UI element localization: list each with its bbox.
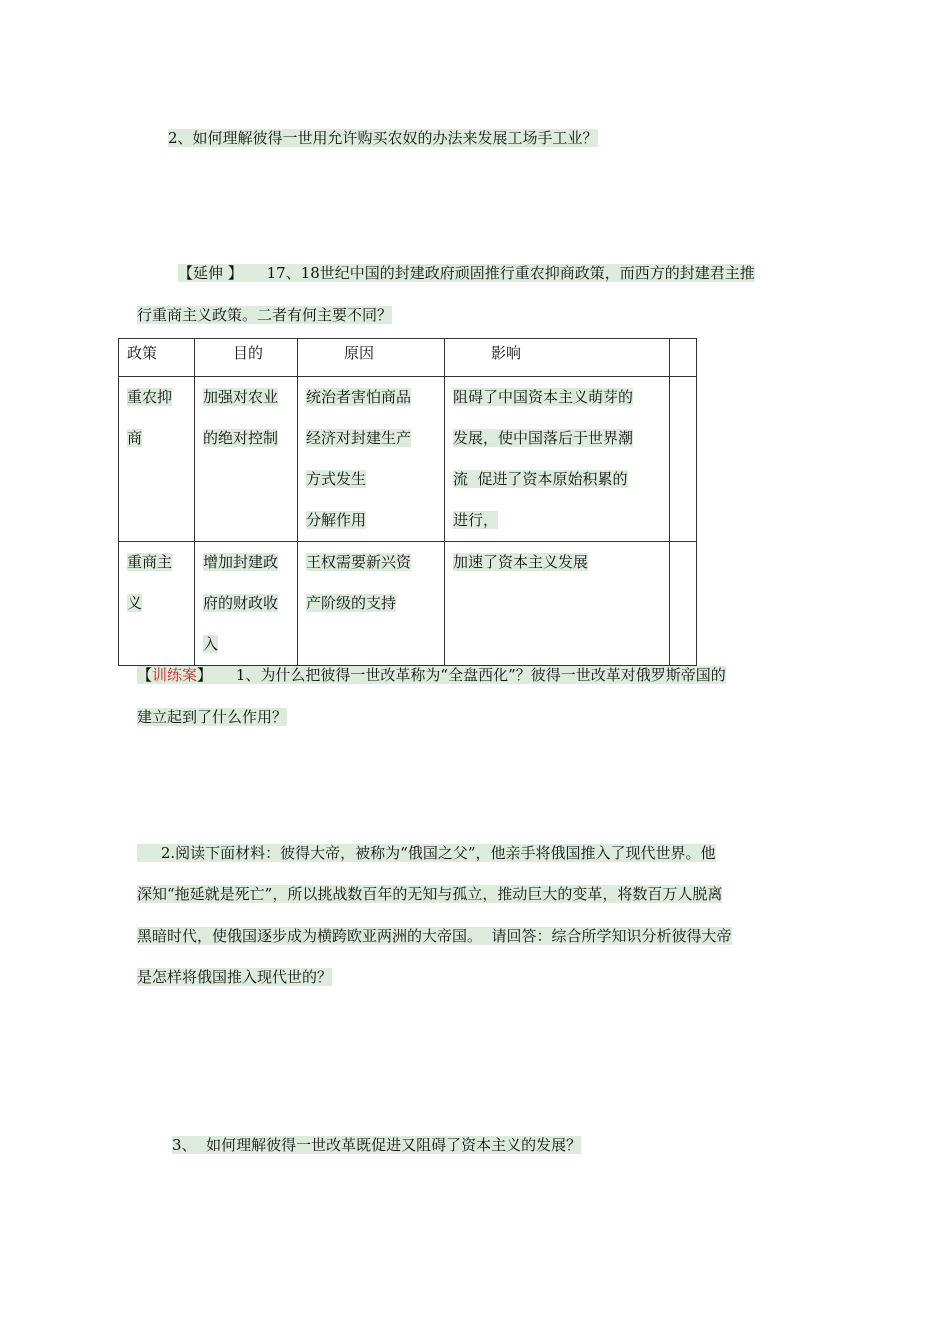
extension-tag: 【延伸 】 [178,264,243,282]
extension-text-2: 行重商主义政策。二者有何主要不同？ [137,306,393,324]
cell-text: 重商主 [127,553,173,571]
training-bracket-close: 】 [197,666,213,684]
cell-text: 重农抑 [127,388,173,406]
training-line-2 [137,706,287,728]
reading-indent [137,844,161,862]
reading-text-3: 黑暗时代，使俄国逐步成为横跨欧亚两洲的大帝国。 请回答：综合所学知识分析彼得大帝 [137,927,732,945]
reading-text-1: 2.阅读下面材料：彼得大帝，被称为“俄国之父”，他亲手将俄国推入了现代世界。他 [160,844,716,862]
cell-text: 产阶级的支持 [306,594,397,612]
cell-empty [670,542,697,666]
extension-line-2 [137,304,392,326]
training-line-1 [137,664,726,686]
header-purpose [195,339,298,377]
cell-impact [445,377,670,542]
cell-text: 加速了资本主义发展 [453,553,589,571]
cell-text: 方式发生 [306,470,367,488]
table-row [119,542,697,666]
cell-text: 经济对封建生产 [306,429,412,447]
cell-policy [119,542,195,666]
cell-empty [670,377,697,542]
reading-line-2 [137,883,722,905]
cell-text: 增加封建政 [203,553,279,571]
extension-gap [243,264,267,282]
cell-text: 加强对农业 [203,388,279,406]
training-q1-text-1: 1、为什么把彼得一世改革称为“全盘西化”？彼得一世改革对俄罗斯帝国的 [235,666,726,684]
cell-text: 王权需要新兴资 [306,553,412,571]
reading-line-1 [137,842,716,864]
cell-text: 流 促进了资本原始积累的 [453,470,628,488]
extension-text-1: 17、18世纪中国的封建政府顽固推行重农抑商政策，而西方的封建君主推 [266,264,755,282]
cell-purpose [195,377,298,542]
cell-text: 义 [127,594,143,612]
table-header-row [119,339,697,377]
question-3-text: 3、 如何理解彼得一世改革既促进又阻碍了资本主义的发展？ [172,1136,582,1154]
training-tag: 训练案 [152,666,198,684]
cell-purpose [195,542,298,666]
reading-text-2: 深知“拖延就是死亡”，所以挑战数百年的无知与孤立，推动巨大的变革，将数百万人脱离 [137,885,723,903]
question-2-text: 2、如何理解彼得一世用允许购买农奴的办法来发展工场手工业？ [168,129,598,147]
training-bracket-open: 【 [137,666,153,684]
cell-text: 入 [203,635,219,653]
header-purpose-label: 目的 [233,344,264,362]
cell-reason [298,542,445,666]
header-impact [445,339,670,377]
extension-line-1 [178,262,755,284]
cell-text: 府的财政收 [203,594,279,612]
header-policy [119,339,195,377]
header-policy-label: 政策 [127,344,158,362]
question-2 [168,127,598,149]
training-q1-text-2: 建立起到了什么作用？ [137,708,288,726]
cell-text: 发展，使中国落后于世界潮 [453,429,634,447]
header-reason-label: 原因 [344,344,375,362]
cell-impact [445,542,670,666]
training-gap [212,666,236,684]
cell-text: 统治者害怕商品 [306,388,412,406]
reading-text-4: 是怎样将俄国推入现代世的？ [137,968,333,986]
cell-reason [298,377,445,542]
question-3 [172,1134,581,1156]
cell-text: 阻碍了中国资本主义萌芽的 [453,388,634,406]
header-reason [298,339,445,377]
header-impact-label: 影响 [491,344,522,362]
policy-comparison-table [118,338,697,666]
cell-text: 分解作用 [306,511,367,529]
cell-text: 进行， [453,511,499,529]
cell-text: 的绝对控制 [203,429,279,447]
reading-line-4 [137,966,332,988]
cell-text: 商 [127,429,143,447]
header-empty [670,339,697,377]
table-row [119,377,697,542]
reading-line-3 [137,925,732,947]
cell-policy [119,377,195,542]
